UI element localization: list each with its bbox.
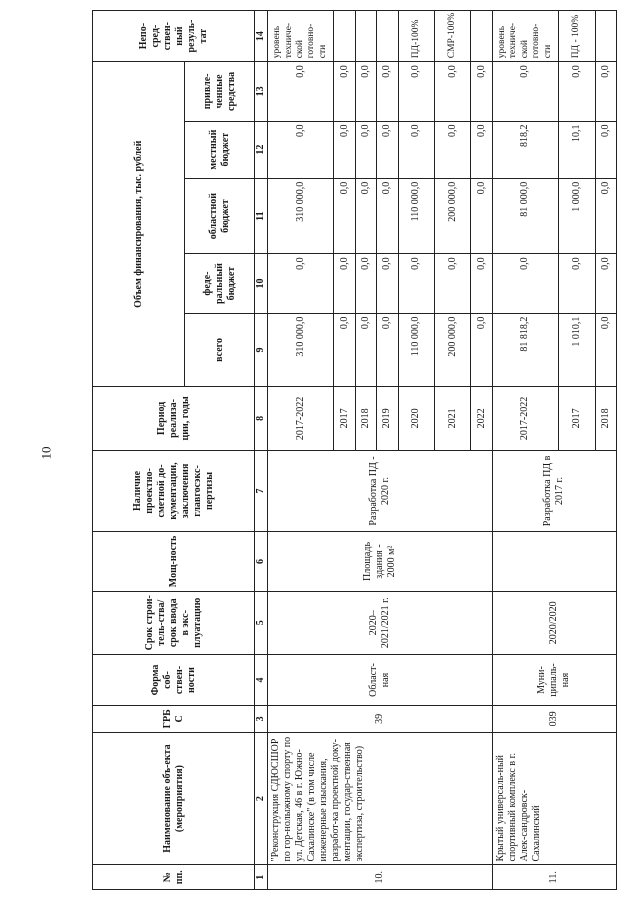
row-number: 11. [492,865,616,890]
header-no: № пп. [93,865,255,890]
period: 2022 [471,387,492,450]
result [377,11,398,62]
grbs-code: 39 [268,706,493,733]
documentation: Разработка ПД - 2020 г. [268,450,493,532]
amount-total: 0,0 [595,313,616,387]
table-row [268,11,334,890]
amount-federal: 0,0 [434,254,470,313]
amount-regional: 0,0 [334,178,355,254]
amount-federal: 0,0 [268,254,334,313]
column-number: 11 [255,178,268,254]
rotated-table-container [92,10,617,890]
result [355,11,376,62]
amount-regional: 200 000,0 [434,178,470,254]
amount-attracted: 0,0 [471,62,492,121]
column-number: 4 [255,654,268,705]
amount-federal: 0,0 [559,254,595,313]
amount-total: 81 818,2 [492,313,558,387]
header-ownership: Форма соб-ствен-ности [93,654,255,705]
result: ПД-100% [398,11,434,62]
ownership: Муни-ципаль-ная [492,654,616,705]
amount-local: 0,0 [334,121,355,178]
column-number: 12 [255,121,268,178]
amount-local: 0,0 [268,121,334,178]
table-row [492,11,558,890]
amount-federal: 0,0 [377,254,398,313]
row-number: 10. [268,865,493,890]
column-number: 10 [255,254,268,313]
column-number: 2 [255,732,268,865]
construction-terms: 2020–2021/2021 г. [268,591,493,654]
header-grbs: ГРБ С [93,706,255,733]
amount-total: 310 000,0 [268,313,334,387]
amount-regional: 310 000,0 [268,178,334,254]
amount-total: 0,0 [377,313,398,387]
capacity [492,532,616,591]
amount-attracted: 0,0 [492,62,558,121]
header-total: всего [185,313,255,387]
amount-attracted: 0,0 [559,62,595,121]
page-number: 10 [38,446,54,460]
amount-attracted: 0,0 [377,62,398,121]
header-terms: Срок строи-тель-ства/срок ввода в экс-плуатацию [93,591,255,654]
amount-attracted: 0,0 [595,62,616,121]
period: 2021 [434,387,470,450]
amount-local: 0,0 [398,121,434,178]
column-number: 13 [255,62,268,121]
header-period: Период реализа-ции, годы [93,387,255,450]
header-name: Наименование объ-екта (мероприятия) [93,732,255,865]
column-number: 6 [255,532,268,591]
amount-regional: 110 000,0 [398,178,434,254]
header-funding-group: Объем финансирования, тыс. рублей [93,62,185,387]
amount-local: 10,1 [559,121,595,178]
column-number: 8 [255,387,268,450]
result: СМР-100% [434,11,470,62]
amount-total: 1 010,1 [559,313,595,387]
column-number: 1 [255,865,268,890]
column-number: 7 [255,450,268,532]
period: 2017 [559,387,595,450]
column-number: 5 [255,591,268,654]
capacity: Площадь здания - 2000 м² [268,532,493,591]
period: 2018 [355,387,376,450]
grbs-code: 039 [492,706,616,733]
period: 2020 [398,387,434,450]
header-attracted: привле-ченные средства [185,62,255,121]
period: 2017-2022 [268,387,334,450]
header-local: местный бюджет [185,121,255,178]
documentation: Разработка ПД в 2017 г. [492,450,616,532]
object-name: "Реконструкция СДЮСШОР по гор-нолыжному спорту по ул. Детская, 46 в г. Южно-Сахалинске" (в том числе инженерные изыскания, разработ-ка проектной доку-ментации, государ-ственная экспертиза, строительство) [268,732,493,865]
amount-attracted: 0,0 [268,62,334,121]
result: ПД - 100% [559,11,595,62]
column-number: 3 [255,706,268,733]
result [595,11,616,62]
period: 2017-2022 [492,387,558,450]
period: 2018 [595,387,616,450]
result [471,11,492,62]
column-number: 9 [255,313,268,387]
funding-table [92,10,617,890]
column-number-row [255,11,268,890]
period: 2019 [377,387,398,450]
result: уровень техниче-ской готовно-сти [268,11,334,62]
amount-local: 0,0 [434,121,470,178]
column-number: 14 [255,11,268,62]
header-documentation: Наличие проектно-сметной до-кументации, заключения главгосэкс-пертизы [93,450,255,532]
amount-attracted: 0,0 [334,62,355,121]
amount-total: 0,0 [334,313,355,387]
amount-total: 0,0 [355,313,376,387]
amount-total: 110 000,0 [398,313,434,387]
amount-federal: 0,0 [595,254,616,313]
construction-terms: 2020/2020 [492,591,616,654]
header-result: Непо-сред-ствен-ный резуль-тат [93,11,255,62]
header-federal: феде-ральный бюджет [185,254,255,313]
amount-local: 0,0 [377,121,398,178]
amount-total: 0,0 [471,313,492,387]
result [334,11,355,62]
amount-federal: 0,0 [355,254,376,313]
amount-federal: 0,0 [471,254,492,313]
amount-attracted: 0,0 [398,62,434,121]
amount-regional: 0,0 [471,178,492,254]
period: 2017 [334,387,355,450]
amount-local: 0,0 [471,121,492,178]
amount-total: 200 000,0 [434,313,470,387]
object-name: Крытый универсаль-ный спортивный комплекс в г. Алек-сандровск-Сахалинский [492,732,616,865]
amount-local: 0,0 [595,121,616,178]
amount-regional: 0,0 [355,178,376,254]
amount-regional: 81 000,0 [492,178,558,254]
header-regional: областной бюджет [185,178,255,254]
amount-local: 818,2 [492,121,558,178]
amount-federal: 0,0 [492,254,558,313]
amount-attracted: 0,0 [434,62,470,121]
amount-federal: 0,0 [398,254,434,313]
amount-regional: 0,0 [377,178,398,254]
header-capacity: Мощ-ность [93,532,255,591]
amount-local: 0,0 [355,121,376,178]
result: уровень техниче-ской готовно-сти [492,11,558,62]
amount-regional: 0,0 [595,178,616,254]
amount-regional: 1 000,0 [559,178,595,254]
amount-federal: 0,0 [334,254,355,313]
ownership: Област-ная [268,654,493,705]
amount-attracted: 0,0 [355,62,376,121]
